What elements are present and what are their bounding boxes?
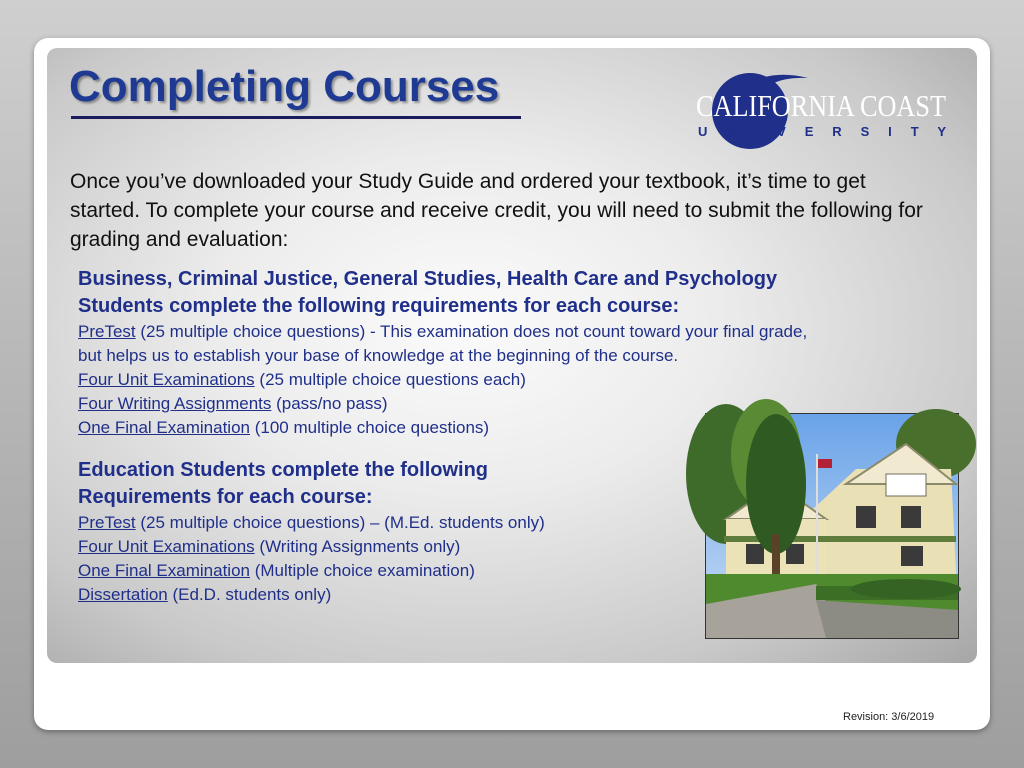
page-title: Completing Courses [69, 62, 500, 111]
edu-unit-exams-description: (Writing Assignments only) [254, 537, 461, 556]
pretest-description: (25 multiple choice questions) - This examination does not count toward your final grade, [135, 322, 808, 341]
list-item [78, 344, 958, 368]
writing-assignments-link[interactable]: Four Writing Assignments [78, 394, 272, 413]
education-heading-line2: Requirements for each course: [78, 486, 373, 508]
education-heading-line1: Education Students complete the following [78, 459, 489, 481]
logo-text-university: U N I V E R S I T Y [698, 124, 946, 139]
dissertation-description: (Ed.D. students only) [167, 585, 332, 604]
revision-date: Revision: 3/6/2019 [843, 711, 935, 723]
intro-paragraph: Once you’ve downloaded your Study Guide and ordered your textbook, it’s time to get started. To complete your course and receive credit, you will need to submit the following for grading and evaluation: [70, 170, 923, 251]
pretest-description-continued: but helps us to establish your base of knowledge at the beginning of the course. [78, 346, 679, 365]
final-exam-link[interactable]: One Final Examination [78, 418, 250, 437]
title-underline [71, 116, 521, 119]
edu-final-exam-link[interactable]: One Final Examination [78, 561, 250, 580]
edu-pretest-description: (25 multiple choice questions) – (M.Ed. students only) [135, 513, 545, 532]
logo-text-california: CALIFORNIA COAST [696, 88, 947, 123]
edu-pretest-link[interactable]: PreTest [78, 513, 136, 532]
campus-photo [705, 413, 959, 639]
edu-final-exam-description: (Multiple choice examination) [249, 561, 475, 580]
edu-unit-exams-link[interactable]: Four Unit Examinations [78, 537, 255, 556]
pretest-link[interactable]: PreTest [78, 322, 136, 341]
business-heading-line2: Students complete the following requirements for each course: [78, 295, 680, 317]
list-item [78, 368, 958, 392]
final-exam-description: (100 multiple choice questions) [249, 418, 490, 437]
unit-exams-description: (25 multiple choice questions each) [254, 370, 526, 389]
writing-assignments-description: (pass/no pass) [271, 394, 388, 413]
unit-exams-link[interactable]: Four Unit Examinations [78, 370, 255, 389]
business-heading-line1: Business, Criminal Justice, General Studies, Health Care and Psychology [78, 268, 778, 290]
dissertation-link[interactable]: Dissertation [78, 585, 168, 604]
university-logo [690, 68, 952, 150]
list-item [78, 320, 958, 344]
